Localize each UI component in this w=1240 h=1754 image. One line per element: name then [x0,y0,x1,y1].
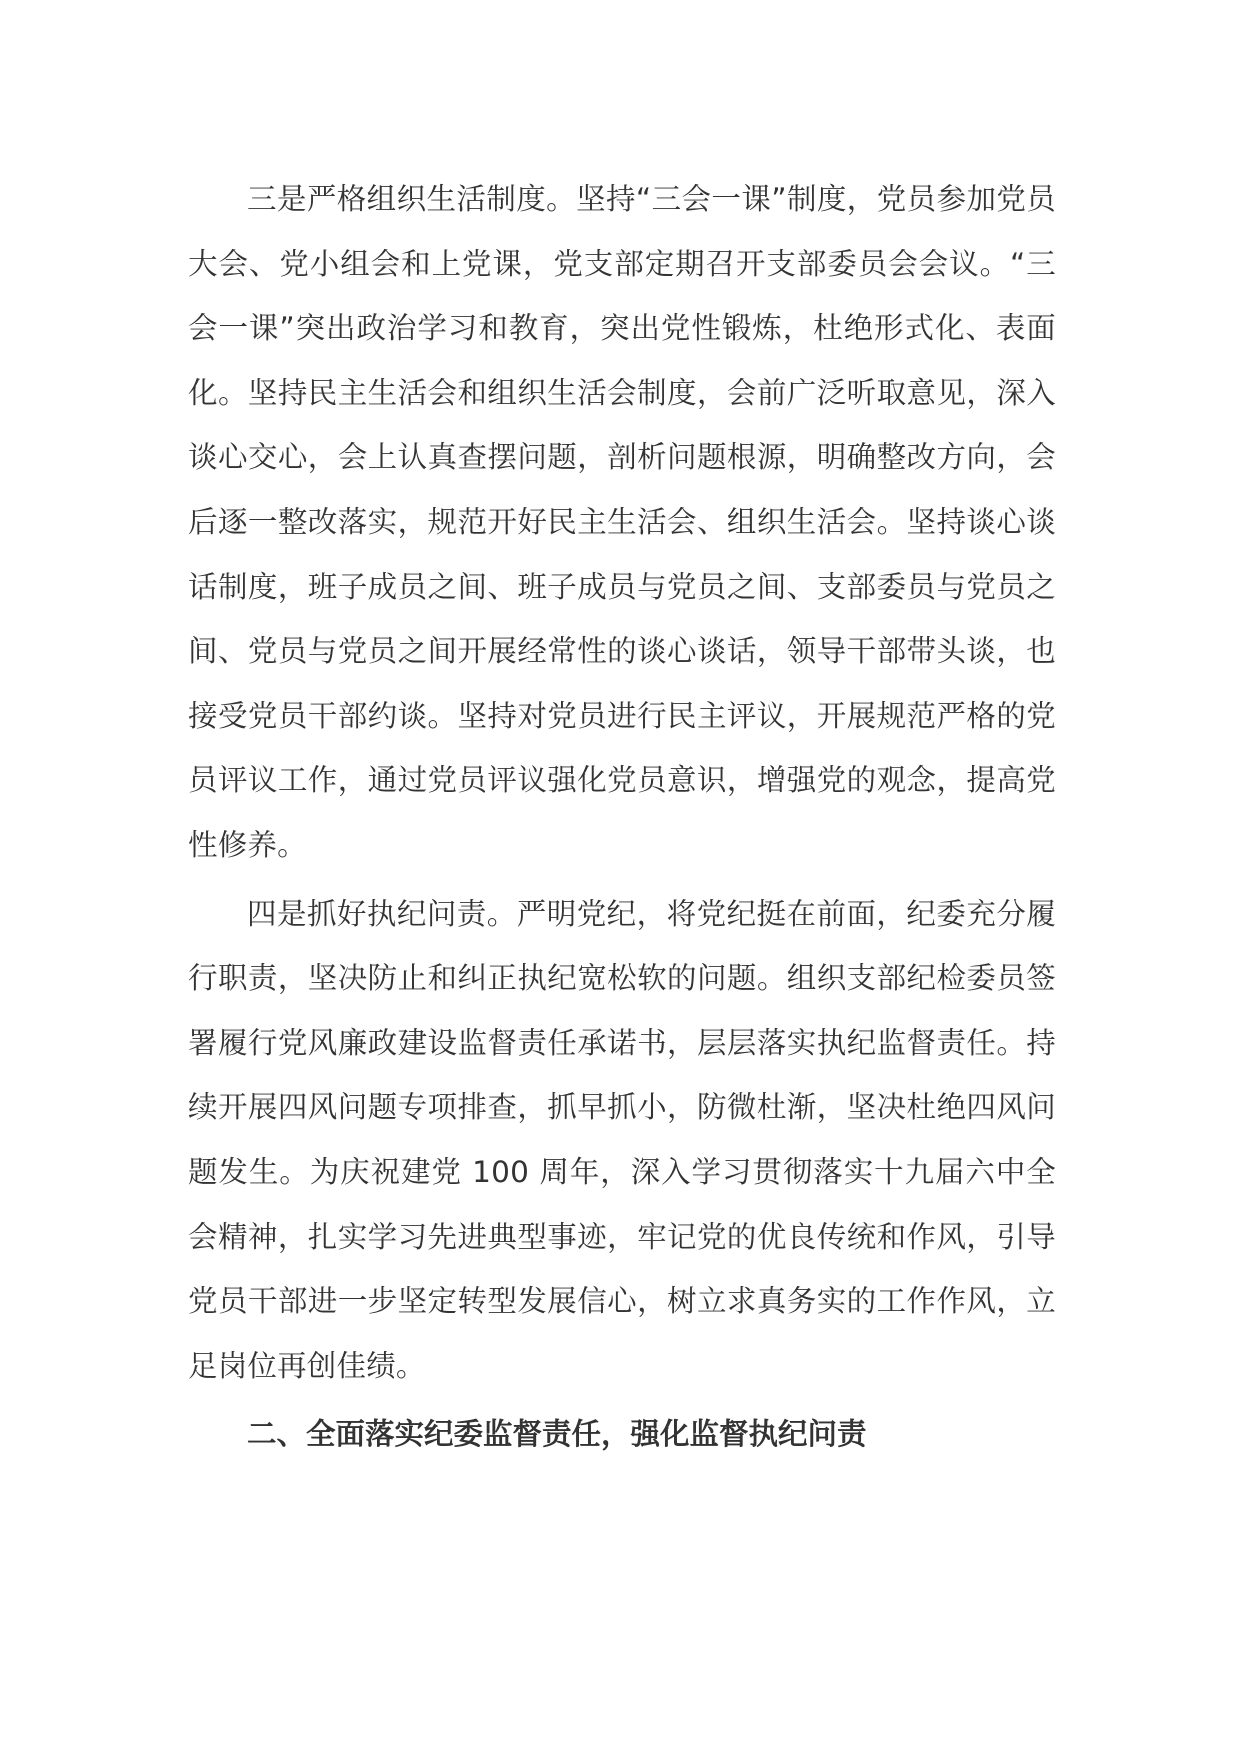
paragraph-organization-life: 三是严格组织生活制度。坚持“三会一课”制度，党员参加党员大会、党小组会和上党课，党支部定期召开支部委员会会议。“三会一课”突出政治学习和教育，突出党性锻炼，杜绝形式化、表面化。坚持民主生活会和组织生活会制度，会前广泛听取意见，深入谈心交心，会上认真查摆问题，剖析问题根源，明确整改方向，会后逐一整改落实，规范开好民主生活会、组织生活会。坚持谈心谈话制度，班子成员之间、班子成员与党员之间、支部委员与党员之间、党员与党员之间开展经常性的谈心谈话，领导干部带头谈，也接受党员干部约谈。坚持对党员进行民主评议，开展规范严格的党员评议工作，通过党员评议强化党员意识，增强党的观念，提高党性修养。 [188,182,1056,862]
document-body [188,167,1056,1467]
section-heading: 二、全面落实纪委监督责任，强化监督执纪问责 [247,1417,867,1452]
paragraph-discipline-accountability: 四是抓好执纪问责。严明党纪，将党纪挺在前面，纪委充分履行职责，坚决防止和纠正执纪宽松软的问题。组织支部纪检委员签署履行党风廉政建设监督责任承诺书，层层落实执纪监督责任。持续开展四风问题专项排查，抓早抓小，防微杜渐，坚决杜绝四风问题发生。为庆祝建党 100 周年，深入学习贯彻落实十九届六中全会精神，扎实学习先进典型事迹，牢记党的优良传统和作风，引导党员干部进一步坚定转型发展信心，树立求真务实的工作作风，立足岗位再创佳绩。 [188,896,1056,1383]
